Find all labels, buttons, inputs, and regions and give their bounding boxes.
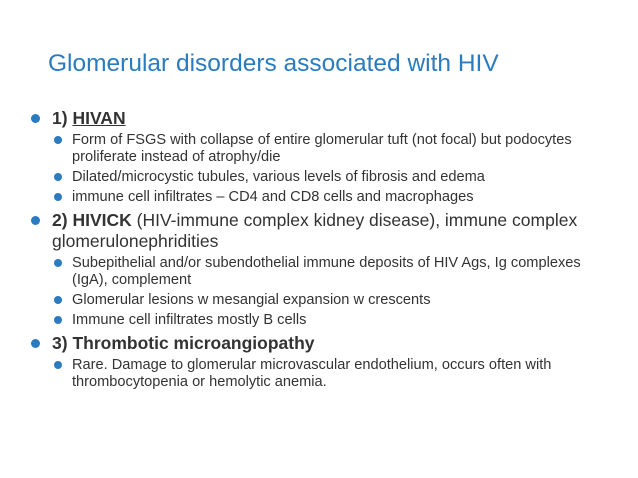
bullet-item-thrombotic-microangiopathy bbox=[30, 333, 620, 354]
item-number: 2) bbox=[52, 210, 73, 230]
item-heading: HIVICK bbox=[72, 210, 132, 230]
sub-bullet-item bbox=[30, 189, 620, 206]
item-number: 3) bbox=[52, 333, 73, 353]
sub-bullet-item bbox=[30, 169, 620, 186]
item-heading: Thrombotic microangiopathy bbox=[72, 333, 315, 353]
sub-bullet-item bbox=[30, 312, 620, 329]
bullet-icon bbox=[54, 296, 62, 304]
bullet-icon bbox=[54, 361, 62, 369]
sub-bullet-text: Subepithelial and/or subendothelial immune deposits of HIV Ags, Ig complexes (IgA), complement bbox=[72, 255, 581, 288]
slide-title: Glomerular disorders associated with HIV bbox=[48, 50, 499, 77]
slide-content bbox=[30, 108, 620, 391]
sub-bullet-item bbox=[30, 292, 620, 309]
bullet-item-hivan bbox=[30, 108, 620, 129]
bullet-icon bbox=[54, 193, 62, 201]
item-description: (HIV-immune complex kidney disease), immune complex glomerulonephridities bbox=[52, 210, 578, 251]
sub-bullet-text: Immune cell infiltrates mostly B cells bbox=[72, 312, 307, 328]
bullet-item-hivick bbox=[30, 210, 620, 252]
bullet-icon bbox=[54, 173, 62, 181]
bullet-icon bbox=[54, 136, 62, 144]
item-number: 1) bbox=[52, 108, 73, 128]
bullet-icon bbox=[54, 259, 62, 267]
sub-bullet-text: immune cell infiltrates – CD4 and CD8 cells and macrophages bbox=[72, 189, 474, 205]
sub-bullet-text: Form of FSGS with collapse of entire glomerular tuft (not focal) but podocytes proliferate instead of atrophy/die bbox=[72, 132, 572, 165]
bullet-icon bbox=[31, 114, 40, 123]
sub-bullet-text: Rare. Damage to glomerular microvascular endothelium, occurs often with thrombocytopenia or hemolytic anemia. bbox=[72, 357, 552, 390]
sub-bullet-item bbox=[30, 357, 620, 391]
bullet-icon bbox=[31, 216, 40, 225]
bullet-icon bbox=[31, 339, 40, 348]
item-heading: HIVAN bbox=[72, 108, 126, 128]
sub-bullet-text: Dilated/microcystic tubules, various levels of fibrosis and edema bbox=[72, 169, 485, 185]
bullet-icon bbox=[54, 316, 62, 324]
sub-bullet-item bbox=[30, 132, 620, 166]
sub-bullet-text: Glomerular lesions w mesangial expansion w crescents bbox=[72, 292, 431, 308]
sub-bullet-item bbox=[30, 255, 620, 289]
